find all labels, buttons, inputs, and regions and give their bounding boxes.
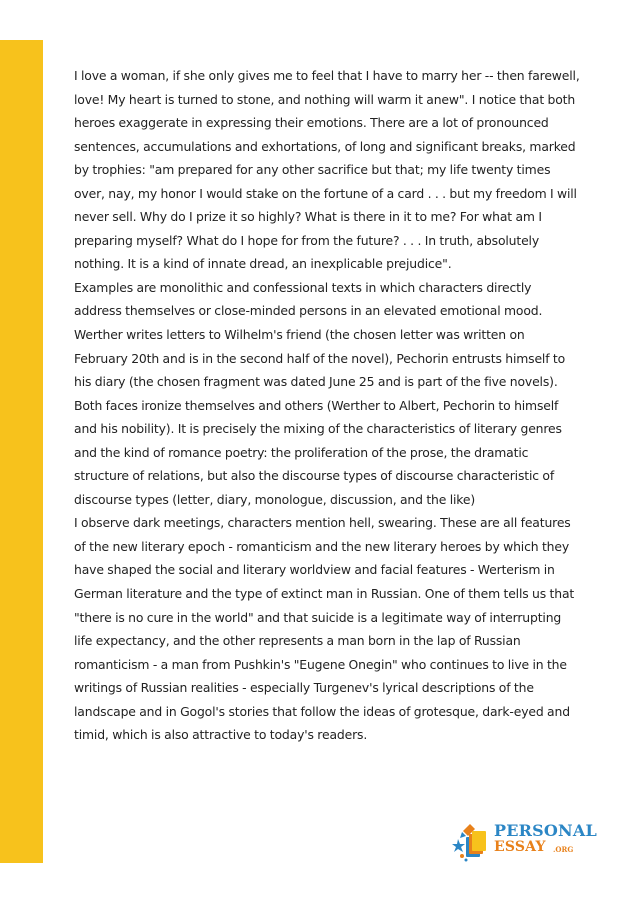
- essay-line: heroes exaggerate in expressing their emotions. There are a lot of pronounced: [74, 115, 549, 131]
- essay-line: never sell. Why do I prize it so highly? What is there in it to me? For what am I: [74, 209, 542, 225]
- essay-line: landscape and in Gogol's stories that follow the ideas of grotesque, dark-eyed and: [74, 703, 570, 719]
- essay-line: German literature and the type of extinct man in Russian. One of them tells us that: [74, 586, 575, 602]
- essay-line: over, nay, my honor I would stake on the fortune of a card . . . but my freedom I will: [74, 185, 577, 201]
- logo-word-essay: ESSAY: [494, 839, 546, 855]
- essay-line: writings of Russian realities - especially Turgenev's lyrical descriptions of the: [74, 680, 534, 696]
- essay-line: romanticism - a man from Pushkin's "Eugene Onegin" who continues to live in the: [74, 656, 567, 672]
- essay-line: February 20th and is in the second half of the novel), Pechorin entrusts himself to: [74, 350, 566, 366]
- essay-line: Both faces ironize themselves and others (Werther to Albert, Pechorin to himself: [74, 397, 559, 413]
- essay-line: and the kind of romance poetry: the proliferation of the prose, the dramatic: [74, 444, 529, 460]
- essay-line: timid, which is also attractive to today's readers.: [74, 727, 368, 743]
- logo-suffix-org: .ORG: [553, 845, 574, 854]
- essay-line: have shaped the social and literary worldview and facial features - Werterism in: [74, 562, 555, 578]
- essay-line: I observe dark meetings, characters mention hell, swearing. These are all features: [74, 515, 571, 531]
- essay-line: love! My heart is turned to stone, and nothing will warm it anew". I notice that both: [74, 91, 576, 107]
- essay-line: preparing myself? What do I hope for from the future? . . . In truth, absolutely: [74, 232, 540, 248]
- essay-line: "there is no cure in the world" and that suicide is a legitimate way of interrupting: [74, 609, 562, 625]
- essay-line: Werther writes letters to Wilhelm's friend (the chosen letter was written on: [74, 327, 525, 343]
- essay-line: Examples are monolithic and confessional texts in which characters directly: [74, 279, 532, 295]
- essay-line: his diary (the chosen fragment was dated June 25 and is part of the five novels).: [74, 374, 558, 390]
- personal-essay-logo[interactable]: [452, 817, 597, 863]
- essay-line: and his nobility). It is precisely the mixing of the characteristics of literary genres: [74, 421, 562, 437]
- essay-body: [74, 64, 594, 747]
- essay-line: address themselves or close-minded persons in an elevated emotional mood.: [74, 303, 543, 319]
- essay-line: sentences, accumulations and exhortations, of long and significant breaks, marked: [74, 138, 576, 154]
- essay-line: I love a woman, if she only gives me to feel that I have to marry her -- then farewell,: [74, 68, 580, 83]
- essay-line: structure of relations, but also the discourse types of discourse characteristic of: [74, 468, 555, 484]
- essay-line: nothing. It is a kind of innate dread, an inexplicable prejudice".: [74, 256, 452, 272]
- essay-line: by trophies: "am prepared for any other sacrifice but that; my life twenty times: [74, 162, 551, 178]
- essay-line: discourse types (letter, diary, monologue, discussion, and the like): [74, 491, 476, 507]
- book-pencil-icon: [452, 817, 496, 863]
- essay-line: of the new literary epoch - romanticism and the new literary heroes by which they: [74, 538, 570, 554]
- essay-line: life expectancy, and the other represents a man born in the lap of Russian: [74, 633, 521, 649]
- side-accent-bar: [0, 40, 43, 863]
- logo-word-personal: PERSONAL: [494, 821, 597, 840]
